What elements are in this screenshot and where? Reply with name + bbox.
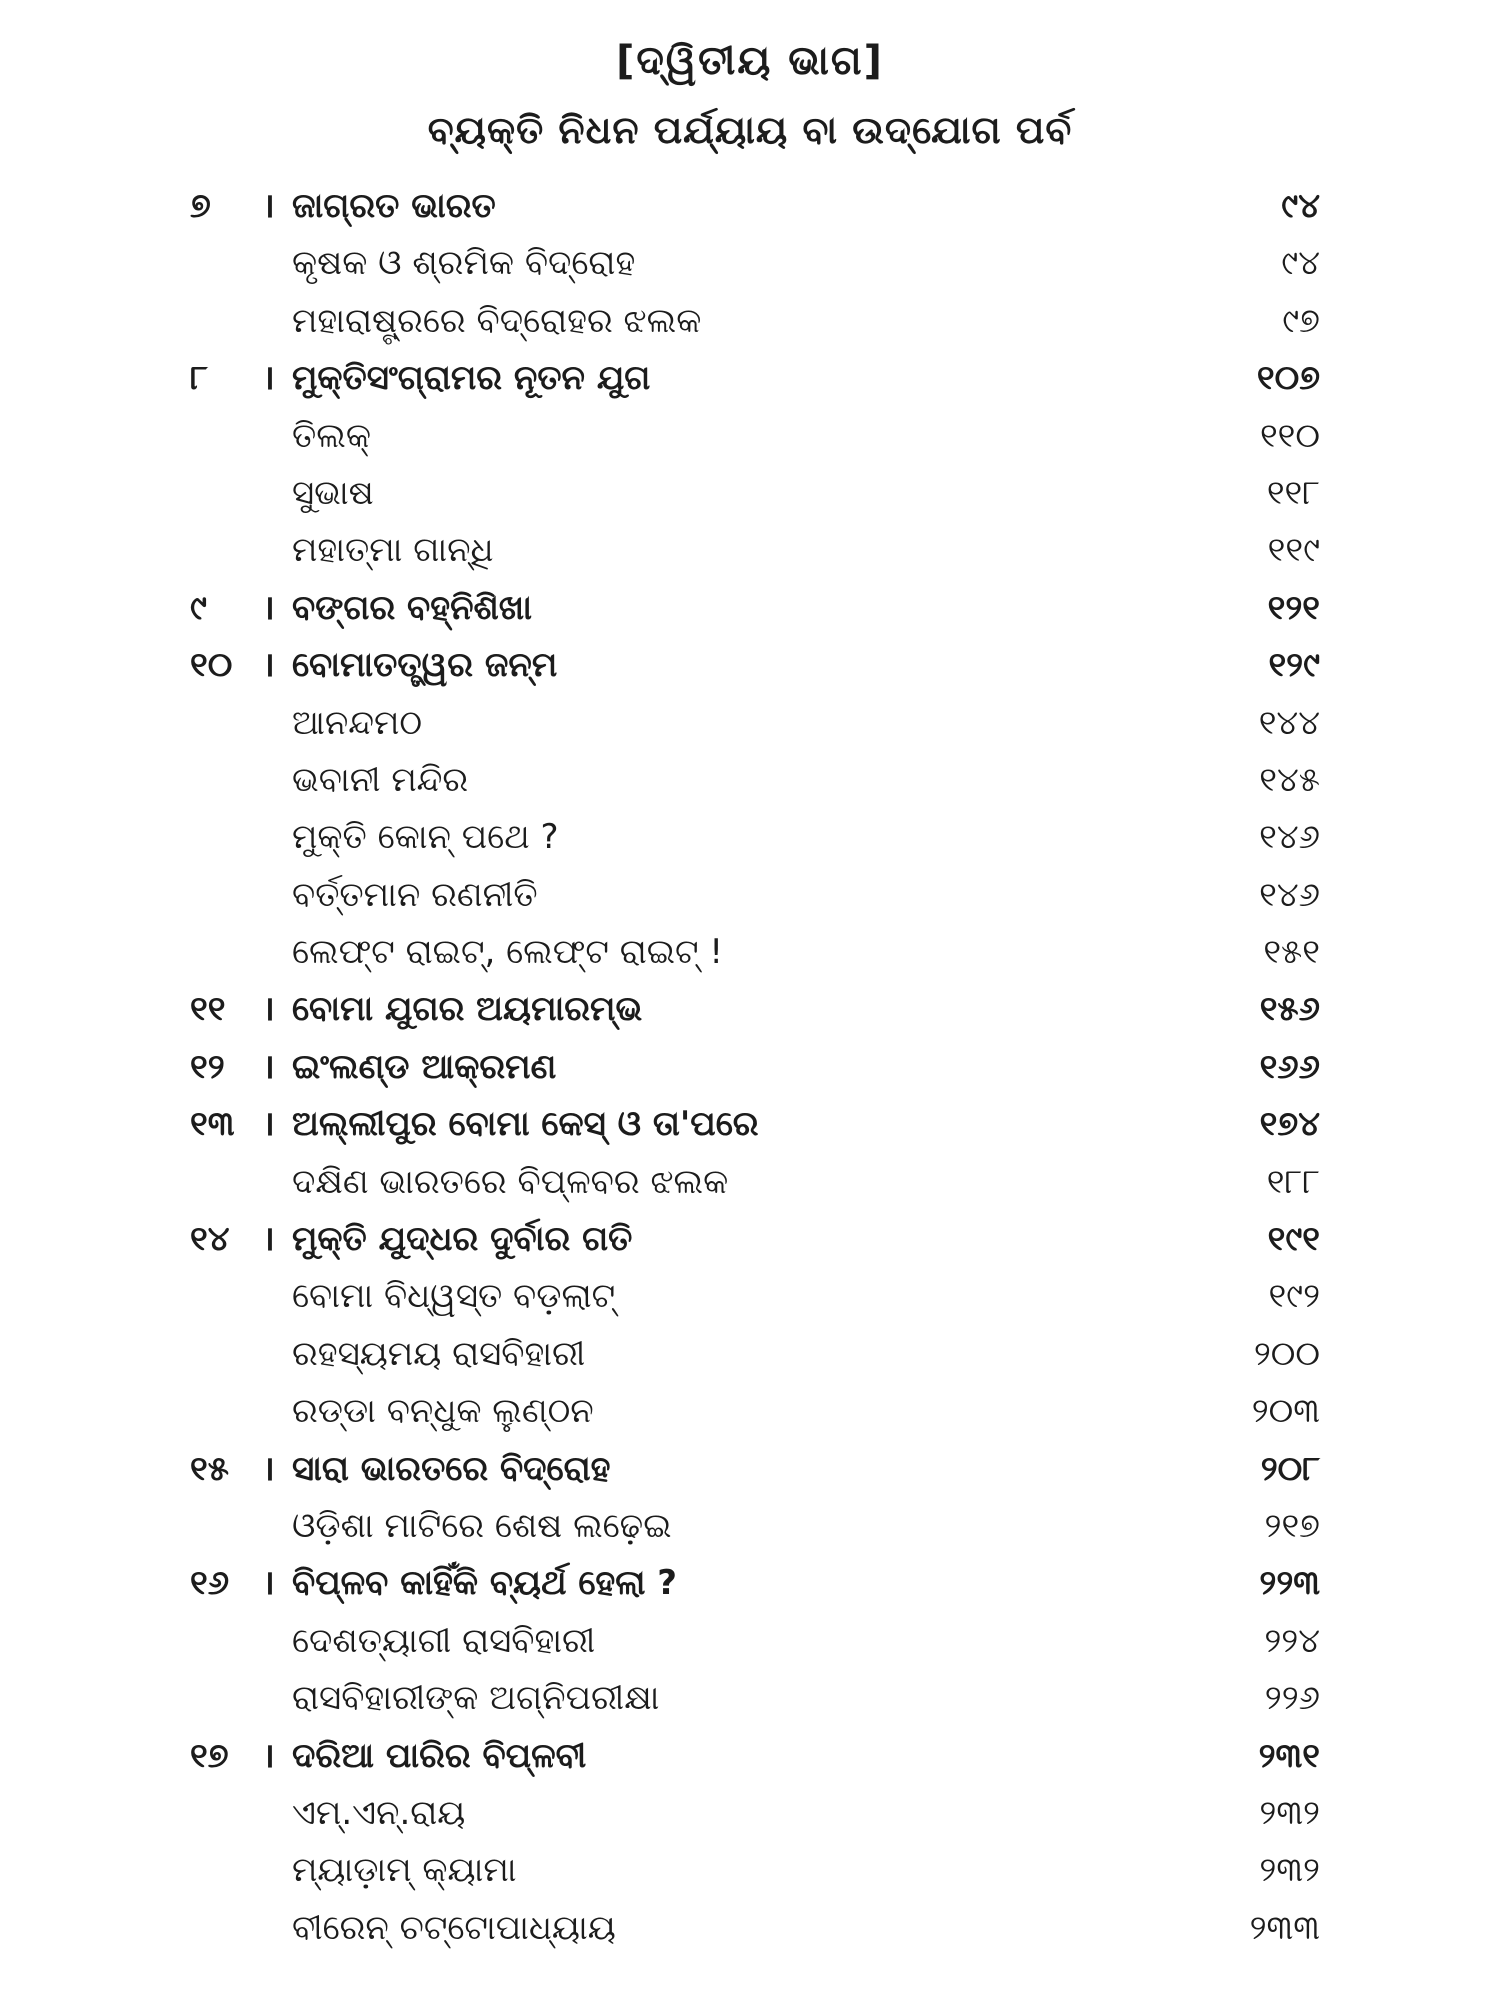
page-number: ୧୬୬ — [1259, 1046, 1320, 1087]
chapter-separator: । — [262, 1735, 275, 1776]
entry-title: ଦରିଆ ପାରିର ବିପ୍ଳବୀ — [292, 1735, 587, 1776]
chapter-number: ୮ — [190, 358, 208, 399]
entry-title: ବର୍ତ୍ତମାନ ରଣନୀତି — [292, 874, 538, 915]
toc-subentry-row — [180, 867, 1330, 924]
entry-title: ମ୍ୟାଡ଼ାମ୍ କ୍ୟାମା — [292, 1850, 517, 1891]
page-number: ୨୦୩ — [1251, 1391, 1320, 1432]
page-number: ୧୨୯ — [1268, 645, 1320, 686]
entry-title: ବୀରେନ୍ ଚଟ୍ଟୋପାଧ୍ୟାୟ — [292, 1907, 616, 1948]
entry-title: ବୋମା ବିଧ୍ୱସ୍ତ ବଡ଼ଲାଟ୍ — [292, 1276, 616, 1317]
page-number: ୧୯୨ — [1268, 1276, 1320, 1317]
toc-subentry-row — [180, 235, 1330, 292]
page-number: ୨୦୦ — [1253, 1333, 1320, 1374]
entry-title: ଭବାନୀ ମନ୍ଦିର — [292, 759, 469, 800]
page-number: ୨୧୭ — [1264, 1505, 1320, 1546]
page-number: ୧୭୪ — [1259, 1104, 1320, 1145]
entry-title: ବିପ୍ଳବ କାହିଁକି ବ୍ୟର୍ଥ ହେଲା ? — [292, 1563, 677, 1604]
chapter-number: ୧୦ — [190, 645, 233, 686]
toc-subentry-row — [180, 1842, 1330, 1899]
page-number: ୧୪୬ — [1259, 874, 1320, 915]
page-number: ୧୯୧ — [1267, 1219, 1320, 1260]
toc-subentry-row — [180, 408, 1330, 465]
toc-subentry-row — [180, 809, 1330, 866]
toc-subentry-row — [180, 924, 1330, 981]
page-number: ୧୫୧ — [1263, 932, 1320, 973]
toc-subentry-row — [180, 695, 1330, 752]
table-of-contents — [180, 178, 1330, 1957]
page-number: ୯୭ — [1282, 300, 1320, 341]
entry-title: ଏମ୍.ଏନ୍.ରାୟ — [292, 1792, 466, 1833]
chapter-number: ୧୩ — [190, 1104, 235, 1145]
entry-title: ସାରା ଭାରତରେ ବିଦ୍ରୋହ — [292, 1448, 611, 1489]
page-number: ୨୨୪ — [1264, 1620, 1320, 1661]
toc-chapter-row — [180, 1555, 1330, 1612]
toc-chapter-row — [180, 1096, 1330, 1153]
entry-title: ମୁକ୍ତି କୋନ୍ ପଥେ ? — [292, 817, 559, 858]
entry-title: ବୋମା ଯୁଗର ଅୟମାରମ୍ଭ — [292, 989, 643, 1030]
chapter-number: ୧୨ — [190, 1046, 225, 1087]
chapter-separator: । — [262, 587, 275, 628]
toc-chapter-row — [180, 1441, 1330, 1498]
page-number: ୨୨୬ — [1264, 1678, 1320, 1719]
chapter-number: ୭ — [190, 186, 211, 226]
page-number: ୧୧୦ — [1259, 415, 1320, 456]
chapter-number: ୧୭ — [190, 1735, 229, 1776]
toc-subentry-row — [180, 752, 1330, 809]
toc-subentry-row — [180, 1326, 1330, 1383]
section-title: ବ୍ୟକ୍ତି ନିଧନ ପର୍ଯ୍ୟାୟ ବା ଉଦ୍‌ଯୋଗ ପର୍ବ — [427, 108, 1073, 152]
chapter-separator: । — [262, 1563, 275, 1604]
toc-subentry-row — [180, 1154, 1330, 1211]
entry-title: ଓଡ଼ିଶା ମାଟିରେ ଶେଷ ଲଢ଼େଇ — [292, 1505, 672, 1546]
page-number: ୨୦୮ — [1260, 1448, 1320, 1489]
entry-title: ଦକ୍ଷିଣ ଭାରତରେ ବିପ୍ଳବର ଝଲକ — [292, 1161, 729, 1202]
page-number: ୨୩୨ — [1259, 1792, 1320, 1833]
page-number: ୧୨୧ — [1267, 587, 1320, 628]
chapter-separator: । — [262, 358, 275, 399]
entry-title: ରହସ୍ୟମୟ ରାସବିହାରୀ — [292, 1333, 586, 1374]
entry-title: ରାସବିହାରୀଙ୍କ ଅଗ୍ନିପରୀକ୍ଷା — [292, 1678, 660, 1719]
toc-subentry-row — [180, 1785, 1330, 1842]
toc-subentry-row — [180, 1268, 1330, 1325]
entry-title: ବଙ୍ଗର ବହ୍ନିଶିଖା — [292, 587, 532, 628]
toc-subentry-row — [180, 293, 1330, 350]
toc-subentry-row — [180, 1900, 1330, 1957]
entry-title: କୃଷକ ଓ ଶ୍ରମିକ ବିଦ୍ରୋହ — [292, 243, 636, 284]
chapter-separator: । — [262, 1448, 275, 1489]
chapter-number: ୯ — [190, 587, 207, 628]
entry-title: ରଡ୍‌ଡା ବନ୍ଧୁକ ଲୁଣ୍ଠନ — [292, 1391, 594, 1432]
toc-chapter-row — [180, 1728, 1330, 1785]
chapter-separator: । — [262, 1046, 275, 1087]
entry-title: ଦେଶତ୍ୟାଗୀ ରାସବିହାରୀ — [292, 1620, 596, 1661]
entry-title: ମହାରାଷ୍ଟ୍ରରେ ବିଦ୍ରୋହର ଝଲକ — [292, 300, 702, 341]
entry-title: ବୋମାତତ୍ତ୍ୱର ଜନ୍ମ — [292, 645, 558, 686]
chapter-separator: । — [262, 1104, 275, 1145]
page-number: ୨୩୩ — [1249, 1907, 1320, 1948]
toc-chapter-row — [180, 178, 1330, 235]
entry-title: ମୁକ୍ତିସଂଗ୍ରାମର ନୂତନ ଯୁଗ — [292, 358, 651, 399]
toc-subentry-row — [180, 1498, 1330, 1555]
chapter-separator: । — [262, 186, 275, 226]
chapter-number: ୧୫ — [190, 1448, 229, 1489]
toc-chapter-row — [180, 350, 1330, 407]
page-number: ୧୪୬ — [1259, 817, 1320, 858]
page-number: ୧୦୭ — [1256, 358, 1320, 399]
page-number: ୧୪୪ — [1258, 702, 1320, 743]
page-number: ୨୩୧ — [1258, 1735, 1320, 1776]
entry-title: ଜାଗ୍ରତ ଭାରତ — [292, 186, 496, 226]
entry-title: ଅଲ୍ଲୀପୁର ବୋମା କେସ୍ ଓ ତା'ପରେ — [292, 1104, 759, 1145]
entry-title: ମୁକ୍ତି ଯୁଦ୍ଧର ଦୁର୍ବାର ଗତି — [292, 1219, 633, 1260]
chapter-number: ୧୪ — [190, 1219, 230, 1260]
toc-chapter-row — [180, 580, 1330, 637]
toc-chapter-row — [180, 637, 1330, 694]
chapter-separator: । — [262, 1219, 275, 1260]
toc-subentry-row — [180, 1613, 1330, 1670]
chapter-separator: । — [262, 645, 275, 686]
part-title: [ଦ୍ୱିତୀୟ ଭାଗ] — [616, 38, 884, 84]
entry-title: ମହାତ୍ମା ଗାନ୍ଧି — [292, 530, 494, 571]
entry-title: ଇଂଲଣ୍ଡ ଆକ୍ରମଣ — [292, 1046, 557, 1087]
page-number: ୧୧୮ — [1266, 472, 1320, 513]
toc-chapter-row — [180, 981, 1330, 1038]
toc-subentry-row — [180, 465, 1330, 522]
chapter-number: ୧୧ — [190, 989, 226, 1030]
toc-subentry-row — [180, 522, 1330, 579]
entry-title: ସୁଭାଷ — [292, 472, 374, 513]
entry-title: ଲେଫ୍‌ଟ ରାଇଟ୍, ଲେଫ୍‌ଟ ରାଇଟ୍ ! — [292, 932, 724, 973]
page-number: ୨୨୩ — [1259, 1563, 1320, 1604]
page-number: ୨୩୨ — [1259, 1850, 1320, 1891]
page-number: ୧୮୮ — [1266, 1161, 1320, 1202]
entry-title: ଆନନ୍ଦମଠ — [292, 702, 423, 743]
page-number: ୧୪୫ — [1259, 759, 1320, 800]
toc-chapter-row — [180, 1039, 1330, 1096]
page-number: ୯୪ — [1281, 243, 1320, 284]
page-number: ୧୫୬ — [1259, 989, 1320, 1030]
page-number: ୧୧୯ — [1267, 530, 1320, 571]
chapter-number: ୧୬ — [190, 1563, 230, 1604]
entry-title: ତିଲକ୍ — [292, 415, 371, 456]
toc-chapter-row — [180, 1211, 1330, 1268]
chapter-separator: । — [262, 989, 275, 1030]
toc-subentry-row — [180, 1670, 1330, 1727]
page-number: ୯୪ — [1281, 186, 1320, 226]
toc-subentry-row — [180, 1383, 1330, 1440]
